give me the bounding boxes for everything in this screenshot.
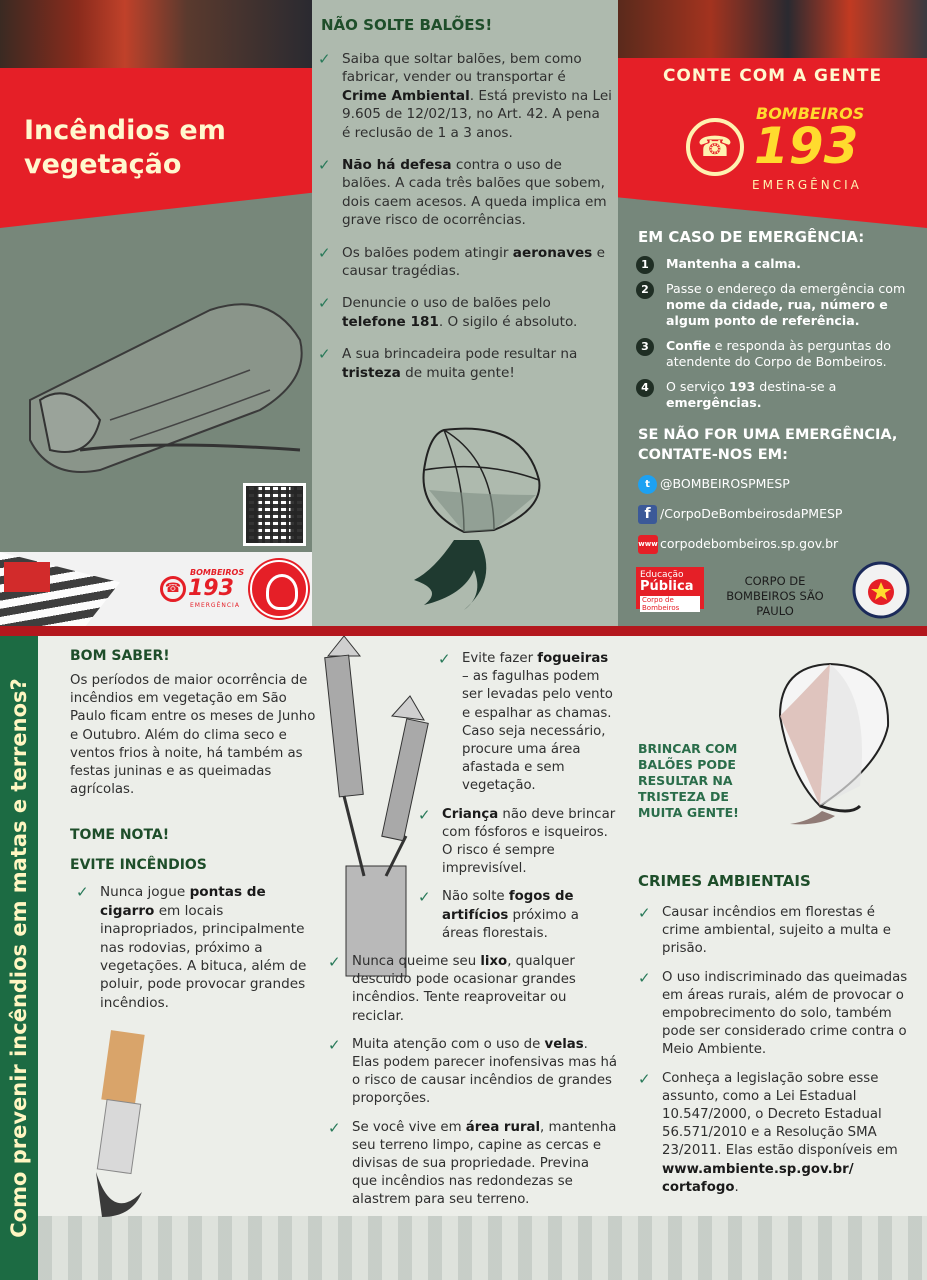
crimes-heading: CRIMES AMBIENTAIS xyxy=(638,872,811,890)
bom-saber-heading: BOM SABER! xyxy=(70,648,170,664)
list-item: ✓ Causar incêndios em florestas é crime ambiental, sujeito a multa e prisão. xyxy=(638,904,891,957)
check-icon: ✓ xyxy=(638,968,651,987)
phone-icon: ☎ xyxy=(686,118,744,176)
list-item: 2 Passe o endereço da emergência com nome da cidade, rua, número e algum ponto de referência. xyxy=(636,281,921,329)
fold-divider xyxy=(0,626,927,636)
list-item: ✓ Nunca jogue pontas de cigarro em locais inapropriados, principalmente nas rodovias, próximo a vegetações. A bituca, além de poluir, pode provocar grandes incêndios. xyxy=(76,883,307,1011)
list-item: 1 Mantenha a calma. xyxy=(636,256,921,272)
brochure-outside xyxy=(0,0,927,630)
contact-heading: CONTE COM A GENTE xyxy=(662,66,883,86)
check-icon: ✓ xyxy=(318,243,331,262)
phone-icon: ☎ xyxy=(160,576,186,602)
bombeiros-193-logo: ☎ BOMBEIROS 193 EMERGÊNCIA xyxy=(160,568,245,612)
organization-name: CORPO DE BOMBEIROS SÃO PAULO xyxy=(726,574,824,618)
list-item: 4 O serviço 193 destina-se a emergências. xyxy=(636,379,921,411)
rescue-photo-strip xyxy=(0,0,312,70)
facebook-link[interactable]: f /CorpoDeBombeirosdaPMESP xyxy=(638,503,927,525)
cover-title: Incêndios em vegetação xyxy=(24,115,226,180)
emergency-steps xyxy=(636,256,921,420)
social-links xyxy=(638,473,927,563)
check-icon: ✓ xyxy=(638,904,651,922)
list-item: ✓ Evite fazer fogueiras – as fagulhas podem ser levadas pelo vento e espalhar as chamas. Caso seja necessário, procure uma área afastada e sem vegetação. xyxy=(438,650,613,794)
list-item: ✓ Muita atenção com o uso de velas. Elas podem parecer inofensivas mas há o risco de causar incêndios de grandes proporções. xyxy=(328,1035,618,1107)
check-icon: ✓ xyxy=(418,805,431,824)
balloons-list xyxy=(312,50,612,396)
contact-panel xyxy=(618,0,927,630)
tome-nota-heading: TOME NOTA! xyxy=(70,827,170,844)
bom-saber-column xyxy=(70,648,320,1026)
emergency-heading: EM CASO DE EMERGÊNCIA: xyxy=(638,228,865,246)
check-icon: ✓ xyxy=(76,883,89,902)
check-icon: ✓ xyxy=(638,1069,651,1088)
dicas-list xyxy=(322,650,618,1210)
brochure-inside xyxy=(0,636,927,1280)
list-item: ✓ Se você vive em área rural, mantenha seu terreno limpo, capine as cercas e divisas de sua propriedade. Previna que incêndios nas redondezas se alastrem para seu terreno. xyxy=(328,1118,617,1208)
check-icon: ✓ xyxy=(418,888,431,907)
evite-list xyxy=(70,883,320,1012)
non-emergency-heading: SE NÃO FOR UMA EMERGÊNCIA, CONTATE-NOS EM: xyxy=(638,427,898,463)
cigarette-butt-illustration xyxy=(82,1022,152,1222)
educacao-publica-logo: Educação Pública Corpo de Bombeiros xyxy=(636,567,704,609)
spine-banner xyxy=(0,636,38,1280)
balloon-illustration xyxy=(760,656,900,826)
bom-saber-text: Os períodos de maior ocorrência de incêndios em vegetação em São Paulo ficam entre os meses de Junho e Outubro. Além do clima seco e ventos frios à noite, há também as festas juninas e as queimadas agrícolas. xyxy=(70,673,316,798)
bombeiros-193-badge: ☎ BOMBEIROS 193 EMERGÊNCIA xyxy=(686,104,886,194)
list-item: 3 Confie e responda às perguntas do atendente do Corpo de Bombeiros. xyxy=(636,338,921,370)
cover-panel xyxy=(0,0,312,630)
spine-title: Como prevenir incêndios em matas e terrenos? xyxy=(7,678,31,1238)
check-icon: ✓ xyxy=(328,1118,341,1137)
cover-footer xyxy=(0,552,312,628)
fire-department-emblem xyxy=(250,560,308,618)
list-item: ✓ Não solte fogos de artifícios próximo a áreas florestais. xyxy=(418,888,579,941)
list-item: ✓ Conheça a legislação sobre esse assunto, como a Lei Estadual 10.547/2000, o Decreto Estadual 56.571/2010 e a Resolução SMA 23/2011. Elas estão disponíveis em www.ambiente.sp.gov.br/ cortafogo. xyxy=(638,1069,898,1195)
www-icon: www xyxy=(638,535,658,554)
balloons-panel xyxy=(312,0,618,630)
dicas-column xyxy=(322,650,618,1220)
burnt-log-illustration xyxy=(10,250,310,480)
list-item: ✓ Nunca queime seu lixo, qualquer descuido pode ocasionar grandes incêndios. Tente reaproveitar ou reciclar. xyxy=(328,953,576,1024)
check-icon: ✓ xyxy=(318,294,331,313)
crimes-list xyxy=(632,904,912,1207)
check-icon: ✓ xyxy=(328,1035,341,1054)
evite-heading: EVITE INCÊNDIOS xyxy=(70,857,207,874)
facebook-icon: f xyxy=(638,505,657,524)
twitter-link[interactable]: t @BOMBEIROSPMESP xyxy=(638,473,927,495)
balloons-heading: NÃO SOLTE BALÕES! xyxy=(321,16,493,34)
list-item: ✓ Criança não deve brincar com fósforos e isqueiros. O risco é sempre imprevisível. xyxy=(418,805,616,877)
list-item: ✓ O uso indiscriminado das queimadas em áreas rurais, além de provocar o empobrecimento do solo, também pode ser considerado crime contra o Meio Ambiente. xyxy=(638,968,908,1058)
list-item: ✓ Denuncie o uso de balões pelo telefone 181. O sigilo é absoluto. xyxy=(318,294,578,330)
list-item: ✓ Saiba que soltar balões, bem como fabricar, vender ou transportar é Crime Ambiental. Está previsto na Lei 9.605 de 12/02/13, no Art. 42. A pena é reclusão de 1 a 3 anos. xyxy=(318,50,612,141)
check-icon: ✓ xyxy=(318,345,331,364)
qr-code[interactable] xyxy=(243,483,306,546)
list-item: ✓ A sua brincadeira pode resultar na tristeza de muita gente! xyxy=(318,345,578,381)
check-icon: ✓ xyxy=(318,156,331,175)
list-item: ✓ Não há defesa contra o uso de balões. A cada três balões que sobem, dois caem acesos. A queda implica em grave risco de ocorrências. xyxy=(318,156,607,229)
list-item: ✓ Os balões podem atingir aeronaves e causar tragédias. xyxy=(318,243,605,280)
check-icon: ✓ xyxy=(318,50,331,68)
balloon-warning: BRINCAR COM BALÕES PODE RESULTAR NA TRISTEZA DE MUITA GENTE! xyxy=(638,741,739,820)
burning-balloon-illustration xyxy=(404,420,544,610)
website-link[interactable]: www corpodebombeiros.sp.gov.br xyxy=(638,533,927,555)
forest-silhouette xyxy=(38,1216,927,1280)
check-icon: ✓ xyxy=(438,650,451,668)
policia-militar-seal xyxy=(848,560,914,620)
check-icon: ✓ xyxy=(328,953,341,972)
twitter-icon: t xyxy=(638,475,657,494)
